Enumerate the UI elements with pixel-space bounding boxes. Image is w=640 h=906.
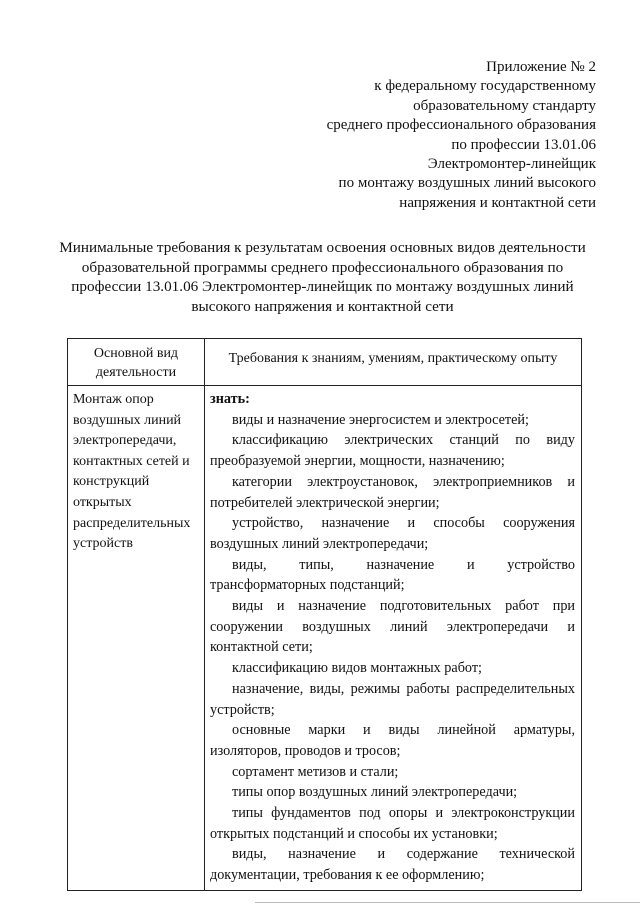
requirements-table <box>67 338 582 891</box>
appendix-line: по профессии 13.01.06 <box>451 136 596 153</box>
list-item: сортамент метизов и стали; <box>232 763 399 780</box>
appendix-line: по монтажу воздушных линий высокого <box>338 175 596 192</box>
list-item: основные марки и виды линейной арматуры, изоляторов, проводов и тросов; <box>210 722 575 759</box>
table-header-row <box>68 339 582 386</box>
list-item: категории электроустановок, электроприемников и потребителей электрической энергии; <box>210 473 575 511</box>
scan-edge-divider <box>255 902 640 906</box>
header-requirements: Требования к знаниям, умениям, практическому опыту <box>205 339 582 386</box>
list-item: типы опор воздушных линий электропередачи; <box>232 784 518 801</box>
title-line: Минимальные требования к результатам освоения основных видов деятельности <box>59 239 586 256</box>
appendix-line: среднего профессионального образования <box>326 117 596 134</box>
list-item: виды, назначение и содержание технической документации, требования к ее оформлению; <box>210 846 575 884</box>
appendix-line: напряжения и контактной сети <box>399 194 596 211</box>
list-item: устройство, назначение и способы сооружения воздушных линий электропередачи; <box>210 515 575 552</box>
header-activity: Основной вид деятельности <box>68 339 205 386</box>
appendix-line: образовательному стандарту <box>413 97 596 114</box>
list-item: виды и назначение подготовительных работ при сооружении воздушных линий электропередачи и контактной сети; <box>210 598 575 656</box>
appendix-line: к федеральному государственному <box>374 78 596 95</box>
document-title <box>50 238 595 316</box>
appendix-block <box>327 58 596 213</box>
list-item: назначение, виды, режимы работы распределительных устройств; <box>210 680 575 718</box>
list-item: виды и назначение энергосистем и электросетей; <box>232 411 529 428</box>
requirements-cell <box>205 386 582 891</box>
title-line: высокого напряжения и контактной сети <box>191 297 454 315</box>
list-item: виды, типы, назначение и устройство трансформаторных подстанций; <box>210 556 575 594</box>
appendix-line: Приложение № 2 <box>486 59 596 75</box>
list-item: классификацию видов монтажных работ; <box>232 660 482 677</box>
know-label: знать: <box>210 391 250 407</box>
title-line: профессии 13.01.06 Электромонтер-линейщик по монтажу воздушных линий <box>71 278 574 296</box>
title-line: образовательной программы среднего профессионального образования по <box>81 258 564 276</box>
list-item: типы фундаментов под опоры и электроконструкции открытых подстанций и способы их установки; <box>210 805 575 842</box>
list-item: классификацию электрических станций по виду преобразуемой энергии, мощности, назначению; <box>210 432 575 470</box>
table-row <box>68 386 582 891</box>
appendix-line: Электромонтер-линейщик <box>427 156 596 173</box>
activity-cell: Монтаж опор воздушных линий электропередачи, контактных сетей и конструкций открытых распределительных устройств <box>68 386 205 891</box>
